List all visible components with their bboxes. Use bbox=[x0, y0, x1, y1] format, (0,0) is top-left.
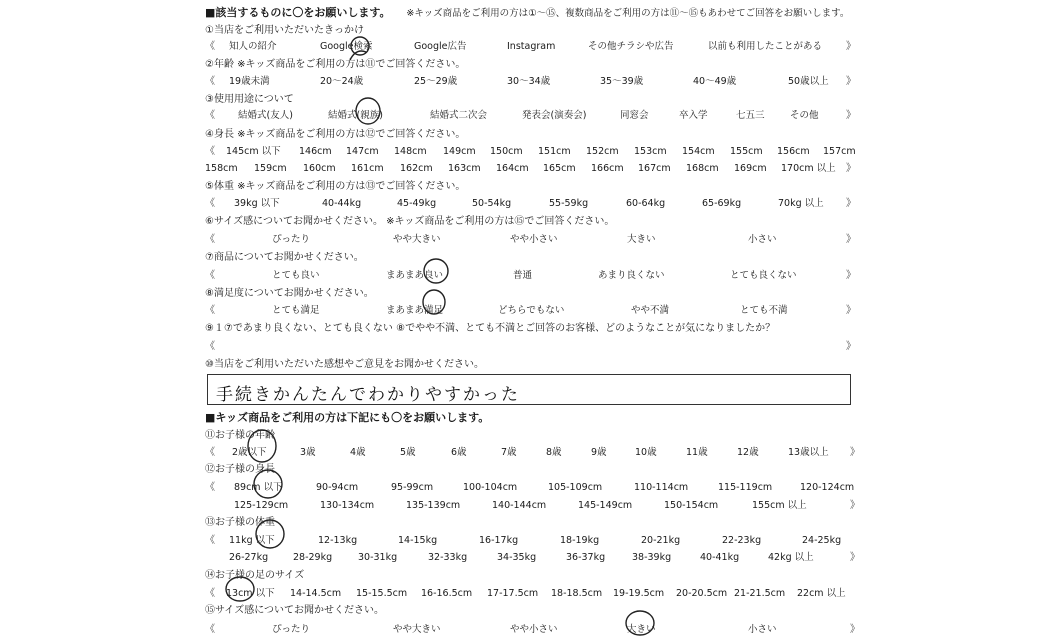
q3-option[interactable]: 結婚式(友人) bbox=[238, 110, 293, 121]
selection-circle bbox=[424, 259, 448, 283]
q12-option[interactable]: 110-114cm bbox=[634, 482, 689, 493]
q5-label: ⑤体重 ※キッズ商品をご利用の方は⑬でご回答ください。 bbox=[205, 181, 466, 192]
q4-option[interactable]: 146cm bbox=[299, 146, 332, 157]
selection-circle bbox=[350, 51, 366, 60]
selection-circle bbox=[626, 611, 654, 635]
q15-option[interactable]: 小さい bbox=[748, 624, 777, 635]
q6-option[interactable]: やや大きい bbox=[393, 234, 441, 245]
selection-circle bbox=[256, 520, 284, 548]
q4-option[interactable]: 147cm bbox=[346, 146, 379, 157]
q4-option[interactable]: 166cm bbox=[591, 163, 624, 174]
q12-option[interactable]: 90-94cm bbox=[316, 482, 359, 493]
q11-option[interactable]: 3歳 bbox=[300, 447, 316, 458]
q4-option[interactable]: 161cm bbox=[351, 163, 384, 174]
q13-option[interactable]: 30-31kg bbox=[358, 552, 398, 563]
q5-option[interactable]: 60-64kg bbox=[626, 198, 666, 209]
q1-option[interactable]: Instagram bbox=[507, 41, 556, 52]
section-note: ※キッズ商品をご利用の方は①〜⑮、複数商品をご利用の方は⑪〜⑮もあわせてご回答をお願いします。 bbox=[406, 8, 850, 19]
q1-option[interactable]: Google広告 bbox=[414, 41, 467, 52]
q2-option[interactable]: 30〜34歳 bbox=[507, 76, 551, 87]
q12-option[interactable]: 135-139cm bbox=[406, 500, 461, 511]
q11-option[interactable]: 8歳 bbox=[546, 447, 562, 458]
bracket-open: 《 bbox=[205, 624, 215, 635]
q14-option[interactable]: 16-16.5cm bbox=[421, 588, 473, 599]
q13-option[interactable]: 16-17kg bbox=[479, 535, 519, 546]
q6-option[interactable]: やや小さい bbox=[510, 234, 558, 245]
kids-section-heading: ■キッズ商品をご利用の方は下記にも〇をお願いします。 bbox=[205, 411, 490, 424]
q15-option[interactable]: 大きい bbox=[627, 624, 656, 635]
q11-option[interactable]: 2歳以下 bbox=[232, 447, 267, 458]
q3-option[interactable]: 卒入学 bbox=[679, 110, 708, 121]
bracket-open: 《 bbox=[205, 270, 215, 281]
q13-option[interactable]: 28-29kg bbox=[293, 552, 333, 563]
q4-option[interactable]: 167cm bbox=[638, 163, 671, 174]
q4-option[interactable]: 158cm bbox=[205, 163, 238, 174]
q4-option[interactable]: 154cm bbox=[682, 146, 715, 157]
q15-option[interactable]: ぴったり bbox=[272, 624, 311, 635]
q14-option[interactable]: 17-17.5cm bbox=[487, 588, 539, 599]
bracket-open: 《 bbox=[205, 198, 215, 209]
q12-option[interactable]: 120-124cm bbox=[800, 482, 855, 493]
q5-option[interactable]: 50-54kg bbox=[472, 198, 512, 209]
q12-option[interactable]: 145-149cm bbox=[578, 500, 633, 511]
q13-option[interactable]: 18-19kg bbox=[560, 535, 600, 546]
q13-option[interactable]: 38-39kg bbox=[632, 552, 672, 563]
bracket-close: 》 bbox=[850, 447, 860, 458]
selection-circle bbox=[351, 37, 369, 55]
q12-option[interactable]: 115-119cm bbox=[718, 482, 773, 493]
q13-option[interactable]: 26-27kg bbox=[229, 552, 269, 563]
q3-option[interactable]: 発表会(演奏会) bbox=[522, 110, 587, 121]
bracket-close: 》 bbox=[850, 500, 860, 511]
q4-option[interactable]: 155cm bbox=[730, 146, 763, 157]
q8-option[interactable]: やや不満 bbox=[631, 305, 670, 316]
q5-option[interactable]: 55-59kg bbox=[549, 198, 589, 209]
bracket-close: 》 bbox=[850, 552, 860, 563]
q4-option[interactable]: 164cm bbox=[496, 163, 529, 174]
q8-label: ⑧満足度についてお聞かせください。 bbox=[205, 288, 374, 299]
q2-label: ②年齢 ※キッズ商品をご利用の方は⑪でご回答ください。 bbox=[205, 59, 466, 70]
q13-option[interactable]: 11kg 以下 bbox=[229, 535, 275, 546]
q2-option[interactable]: 20〜24歳 bbox=[320, 76, 364, 87]
selection-circle bbox=[226, 577, 254, 601]
q5-option[interactable]: 45-49kg bbox=[397, 198, 437, 209]
selection-circle bbox=[254, 470, 282, 498]
q14-option[interactable]: 19-19.5cm bbox=[613, 588, 665, 599]
q11-option[interactable]: 7歳 bbox=[501, 447, 517, 458]
q4-option[interactable]: 165cm bbox=[543, 163, 576, 174]
q13-option[interactable]: 14-15kg bbox=[398, 535, 438, 546]
q7-option[interactable]: とても良くない bbox=[730, 270, 797, 281]
q2-option[interactable]: 19歳未満 bbox=[229, 76, 270, 87]
bracket-close: 》 bbox=[846, 76, 856, 87]
q4-option[interactable]: 162cm bbox=[400, 163, 433, 174]
bracket-open: 《 bbox=[205, 447, 215, 458]
bracket-close: 》 bbox=[846, 305, 856, 316]
q4-option[interactable]: 163cm bbox=[448, 163, 481, 174]
q7-option[interactable]: 普通 bbox=[513, 270, 533, 281]
q12-option[interactable]: 105-109cm bbox=[548, 482, 603, 493]
q11-label: ⑪お子様の年齢 bbox=[205, 430, 275, 441]
q11-option[interactable]: 6歳 bbox=[451, 447, 467, 458]
q14-option[interactable]: 14-14.5cm bbox=[290, 588, 342, 599]
q15-option[interactable]: やや小さい bbox=[510, 624, 558, 635]
q4-option[interactable]: 157cm bbox=[823, 146, 856, 157]
q4-option[interactable]: 170cm 以上 bbox=[781, 163, 836, 174]
bracket-open: 《 bbox=[205, 234, 215, 245]
bracket-open: 《 bbox=[205, 146, 215, 157]
bracket-open: 《 bbox=[205, 305, 215, 316]
q5-option[interactable]: 65-69kg bbox=[702, 198, 742, 209]
handwritten-answer: 手続きかんたんでわかりやすかった bbox=[216, 385, 520, 405]
bracket-open: 《 bbox=[205, 76, 215, 87]
q3-option[interactable]: 結婚式(親族) bbox=[328, 110, 383, 121]
q13-option[interactable]: 32-33kg bbox=[428, 552, 468, 563]
q13-option[interactable]: 12-13kg bbox=[318, 535, 358, 546]
q5-option[interactable]: 40-44kg bbox=[322, 198, 362, 209]
q12-option[interactable]: 130-134cm bbox=[320, 500, 375, 511]
q2-option[interactable]: 40〜49歳 bbox=[693, 76, 737, 87]
bracket-close: 》 bbox=[846, 341, 856, 352]
q8-option[interactable]: とても満足 bbox=[272, 305, 320, 316]
q3-option[interactable]: 結婚式二次会 bbox=[430, 110, 488, 121]
q8-option[interactable]: まあまあ満足 bbox=[386, 305, 444, 316]
q12-option[interactable]: 125-129cm bbox=[234, 500, 289, 511]
q4-option[interactable]: 159cm bbox=[254, 163, 287, 174]
q13-option[interactable]: 34-35kg bbox=[497, 552, 537, 563]
bracket-open: 《 bbox=[205, 482, 215, 493]
q14-option[interactable]: 15-15.5cm bbox=[356, 588, 408, 599]
q2-option[interactable]: 50歳以上 bbox=[788, 76, 829, 87]
q1-label: ①当店をご利用いただいたきっかけ bbox=[205, 25, 364, 36]
q7-option[interactable]: まあまあ良い bbox=[386, 270, 444, 281]
q13-option[interactable]: 22-23kg bbox=[722, 535, 762, 546]
q12-option[interactable]: 140-144cm bbox=[492, 500, 547, 511]
q12-label: ⑫お子様の身長 bbox=[205, 464, 275, 475]
q13-option[interactable]: 24-25kg bbox=[802, 535, 842, 546]
q14-option[interactable]: 21-21.5cm bbox=[734, 588, 786, 599]
q13-option[interactable]: 20-21kg bbox=[641, 535, 681, 546]
q4-option[interactable]: 153cm bbox=[634, 146, 667, 157]
q12-option[interactable]: 100-104cm bbox=[463, 482, 518, 493]
q6-option[interactable]: 大きい bbox=[627, 234, 656, 245]
q15-option[interactable]: やや大きい bbox=[393, 624, 441, 635]
q11-option[interactable]: 4歳 bbox=[350, 447, 366, 458]
q6-option[interactable]: ぴったり bbox=[272, 234, 311, 245]
q4-option[interactable]: 151cm bbox=[538, 146, 571, 157]
q14-label: ⑭お子様の足のサイズ bbox=[205, 570, 305, 581]
bracket-close: 》 bbox=[846, 234, 856, 245]
q12-option[interactable]: 95-99cm bbox=[391, 482, 434, 493]
q8-option[interactable]: どちらでもない bbox=[498, 305, 565, 316]
q13-label: ⑬お子様の体重 bbox=[205, 517, 275, 528]
bracket-open: 《 bbox=[205, 110, 215, 121]
q11-option[interactable]: 13歳以上 bbox=[788, 447, 829, 458]
q4-option[interactable]: 168cm bbox=[686, 163, 719, 174]
q4-label: ④身長 ※キッズ商品をご利用の方は⑫でご回答ください。 bbox=[205, 129, 466, 140]
q3-option[interactable]: 同窓会 bbox=[620, 110, 649, 121]
selection-circle bbox=[356, 98, 380, 124]
q9-label: ⑨１⑦であまり良くない、とても良くない ⑧でやや不満、とても不満とご回答のお客様、どのようなことが気になりましたか？ bbox=[205, 323, 776, 334]
q11-option[interactable]: 10歳 bbox=[635, 447, 657, 458]
bracket-close: 》 bbox=[846, 41, 856, 52]
bracket-open: 《 bbox=[205, 535, 215, 546]
q3-option[interactable]: その他 bbox=[790, 110, 819, 121]
q7-option[interactable]: とても良い bbox=[272, 270, 320, 281]
q7-label: ⑦商品についてお聞かせください。 bbox=[205, 252, 364, 263]
q6-option[interactable]: 小さい bbox=[748, 234, 777, 245]
q5-option[interactable]: 70kg 以上 bbox=[778, 198, 824, 209]
bracket-open: 《 bbox=[205, 588, 215, 599]
bracket-close: 》 bbox=[846, 163, 856, 174]
q1-option[interactable]: Google検索 bbox=[320, 41, 373, 52]
q4-option[interactable]: 169cm bbox=[734, 163, 767, 174]
q6-label: ⑥サイズ感についてお聞かせください。 ※キッズ商品をご利用の方は⑮でご回答ください。 bbox=[205, 216, 615, 227]
q14-option[interactable]: 20-20.5cm bbox=[676, 588, 728, 599]
q2-option[interactable]: 25〜29歳 bbox=[414, 76, 458, 87]
bracket-close: 》 bbox=[846, 198, 856, 209]
q4-option[interactable]: 156cm bbox=[777, 146, 810, 157]
q14-option[interactable]: 13cm 以下 bbox=[226, 588, 275, 599]
q15-label: ⑮サイズ感についてお聞かせください。 bbox=[205, 605, 384, 616]
q1-option[interactable]: その他チラシや広告 bbox=[588, 41, 674, 52]
bracket-close: 》 bbox=[850, 624, 860, 635]
q2-option[interactable]: 35〜39歳 bbox=[600, 76, 644, 87]
q11-option[interactable]: 11歳 bbox=[686, 447, 708, 458]
q14-option[interactable]: 22cm 以上 bbox=[797, 588, 846, 599]
q1-option[interactable]: 以前も利用したことがある bbox=[708, 41, 823, 52]
q4-option[interactable]: 160cm bbox=[303, 163, 336, 174]
bracket-open: 《 bbox=[205, 41, 215, 52]
bracket-open: 《 bbox=[205, 341, 215, 352]
q4-option[interactable]: 145cm 以下 bbox=[226, 146, 281, 157]
q1-option[interactable]: 知人の紹介 bbox=[229, 41, 277, 52]
selection-circle bbox=[248, 430, 276, 462]
q11-option[interactable]: 9歳 bbox=[591, 447, 607, 458]
q13-option[interactable]: 40-41kg bbox=[700, 552, 740, 563]
q11-option[interactable]: 12歳 bbox=[737, 447, 759, 458]
selection-circle bbox=[423, 290, 445, 314]
bracket-close: 》 bbox=[846, 110, 856, 121]
q12-option[interactable]: 150-154cm bbox=[664, 500, 719, 511]
bracket-close: 》 bbox=[846, 270, 856, 281]
q12-option[interactable]: 89cm 以下 bbox=[234, 482, 283, 493]
q5-option[interactable]: 39kg 以下 bbox=[234, 198, 280, 209]
q12-option[interactable]: 155cm 以上 bbox=[752, 500, 807, 511]
q14-option[interactable]: 18-18.5cm bbox=[551, 588, 603, 599]
q10-label: ⑩当店をご利用いただいた感想やご意見をお聞かせください。 bbox=[205, 359, 484, 370]
section-heading-text: ■該当するものに〇をお願いします。 bbox=[205, 6, 391, 19]
q4-option[interactable]: 150cm bbox=[490, 146, 523, 157]
q4-option[interactable]: 149cm bbox=[443, 146, 476, 157]
q8-option[interactable]: とても不満 bbox=[740, 305, 788, 316]
q3-option[interactable]: 七五三 bbox=[736, 110, 765, 121]
q13-option[interactable]: 36-37kg bbox=[566, 552, 606, 563]
q4-option[interactable]: 152cm bbox=[586, 146, 619, 157]
q3-label: ③使用用途について bbox=[205, 94, 294, 105]
q7-option[interactable]: あまり良くない bbox=[598, 270, 665, 281]
q13-option[interactable]: 42kg 以上 bbox=[768, 552, 814, 563]
q4-option[interactable]: 148cm bbox=[394, 146, 427, 157]
q11-option[interactable]: 5歳 bbox=[400, 447, 416, 458]
